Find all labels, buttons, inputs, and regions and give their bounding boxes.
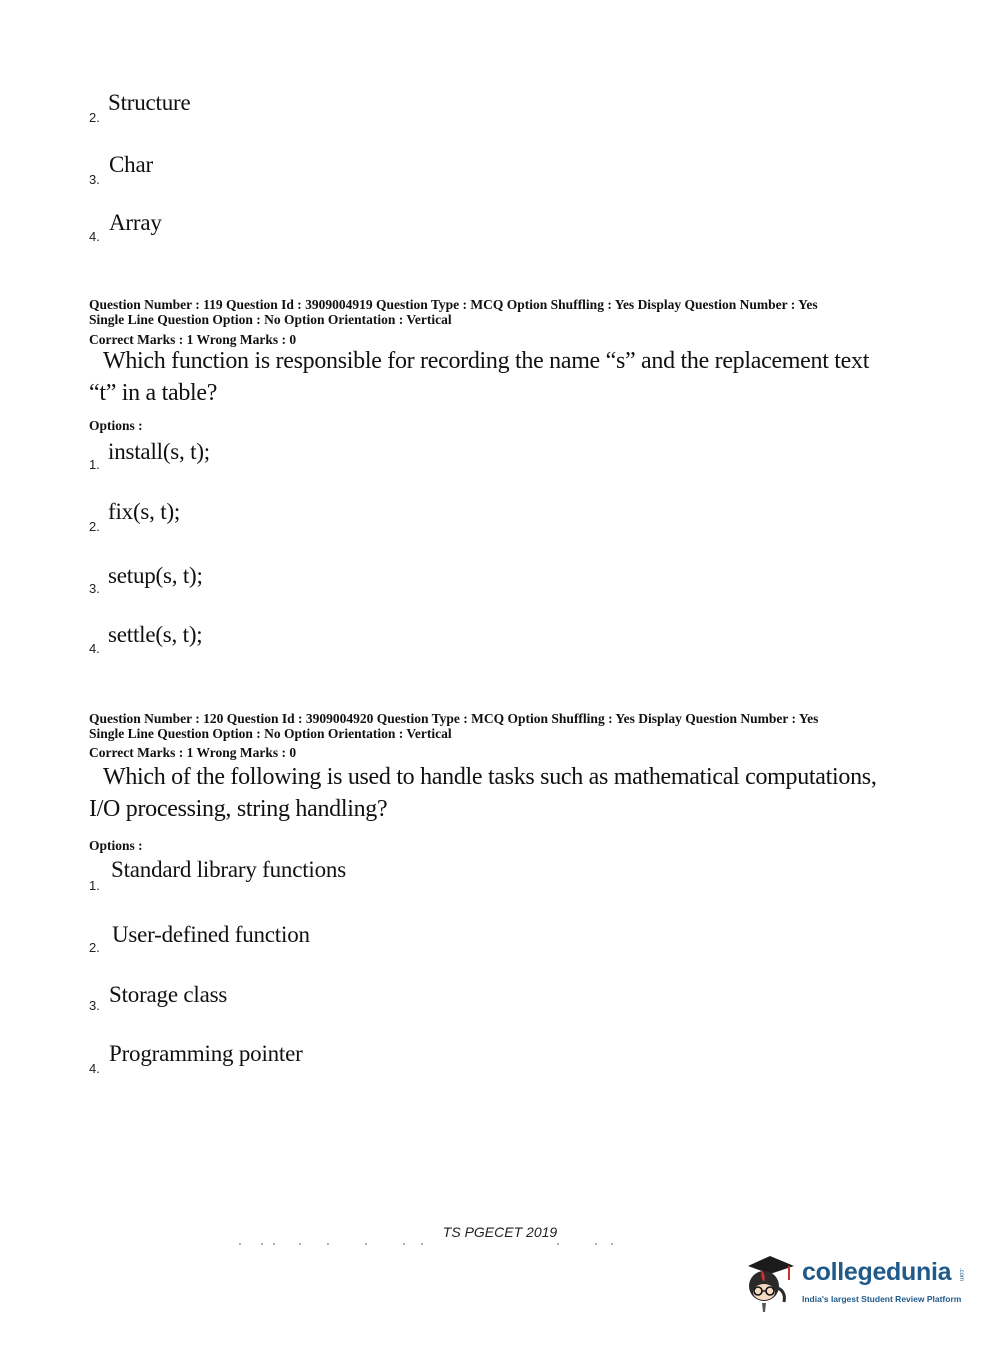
question-marks: Correct Marks : 1 Wrong Marks : 0 [89,745,297,760]
question-meta-line: Question Number : 120 Question Id : 3909004920 Question Type : MCQ Option Shuffling : Yes Display Question Number : Yes [89,711,819,726]
question-text-line: I/O processing, string handling? [89,796,388,822]
logo-domain-suffix: .com [958,1268,964,1282]
option-number: 2. [89,940,100,955]
logo-wordmark: collegedunia [802,1258,952,1286]
option-number: 3. [89,172,100,187]
collegedunia-logo [740,1248,970,1318]
option-number: 1. [89,457,100,472]
option-text: fix(s, t); [108,499,181,524]
option-text: Array [109,210,162,235]
option-text: install(s, t); [108,439,210,464]
question-text-line: Which function is responsible for recording the name “s” and the replacement text [103,348,870,374]
question-marks: Correct Marks : 1 Wrong Marks : 0 [89,332,297,347]
option-number: 4. [89,229,100,244]
footer-exam-name: TS PGECET 2019 [442,1224,558,1240]
option-number: 2. [89,110,100,125]
option-number: 2. [89,519,100,534]
option-text: setup(s, t); [108,563,203,588]
graduate-mascot-icon [740,1248,800,1318]
option-text: Char [109,152,153,177]
options-label: Options : [89,838,143,853]
footer-dotted-line [236,1242,616,1246]
option-number: 1. [89,878,100,893]
question-text-line: “t” in a table? [89,380,218,406]
question-text [89,761,904,825]
option-text: Programming pointer [109,1041,303,1066]
logo-tagline: India's largest Student Review Platform [802,1294,962,1304]
option-text: User-defined function [112,922,310,947]
option-number: 3. [89,998,100,1013]
question-meta-line: Single Line Question Option : No Option Orientation : Vertical [89,312,452,327]
question-meta-line: Single Line Question Option : No Option Orientation : Vertical [89,726,452,741]
option-number: 4. [89,1061,100,1076]
question-text [89,345,904,409]
option-text: Standard library functions [111,857,346,882]
option-text: settle(s, t); [108,622,203,647]
option-text: Structure [108,90,191,115]
question-text-line: Which of the following is used to handle tasks such as mathematical computations, [103,764,877,790]
option-text: Storage class [109,982,228,1007]
option-number: 3. [89,581,100,596]
options-label: Options : [89,418,143,433]
option-number: 4. [89,641,100,656]
question-meta-line: Question Number : 119 Question Id : 3909004919 Question Type : MCQ Option Shuffling : Yes Display Question Number : Yes [89,297,818,312]
